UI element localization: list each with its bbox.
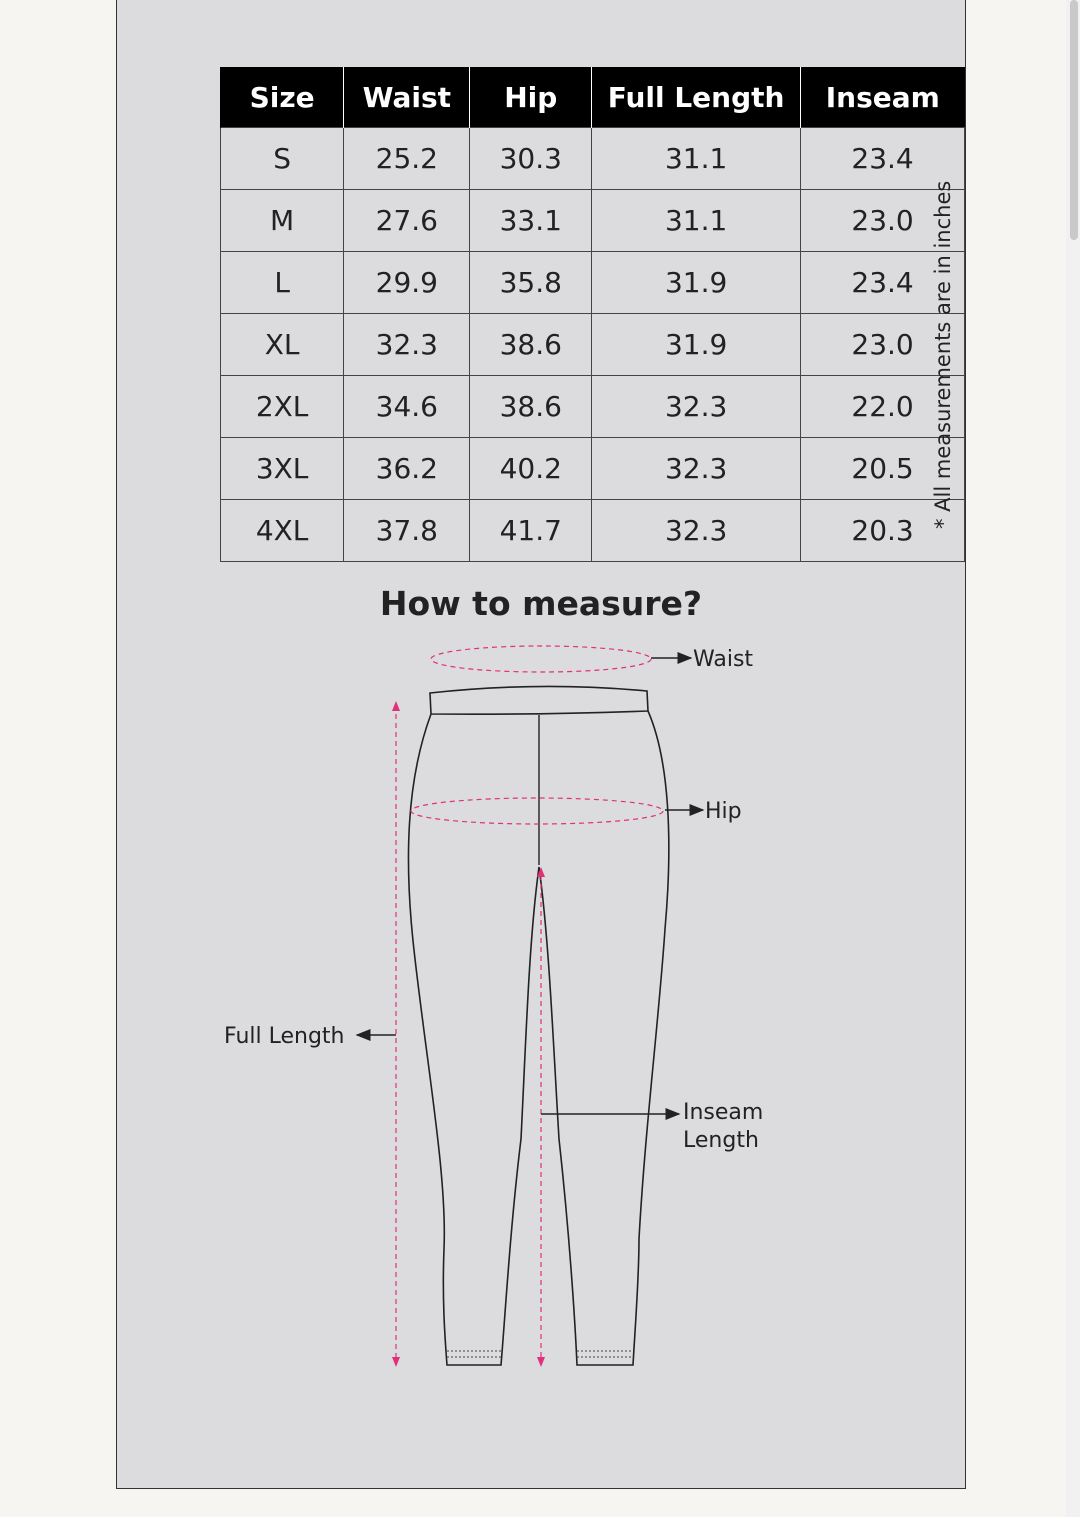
full-length-top-arrowhead [392, 701, 400, 711]
hip-measure-ring [411, 798, 663, 824]
units-note-text: * All measurements are in inches [931, 180, 955, 529]
cell-inseam: 23.4 [801, 128, 965, 190]
full-length-bottom-arrowhead [392, 1357, 400, 1367]
size-chart-card [116, 0, 966, 1489]
cell-waist: 27.6 [344, 190, 470, 252]
full-length-label: Full Length [224, 1024, 345, 1049]
cell-waist: 32.3 [344, 314, 470, 376]
cell-full-length: 32.3 [592, 376, 801, 438]
cell-full-length: 32.3 [592, 438, 801, 500]
inseam-bottom-arrowhead [537, 1357, 545, 1367]
waist-measure-ring [431, 646, 651, 672]
cell-inseam: 20.5 [801, 438, 965, 500]
cell-full-length: 31.1 [592, 190, 801, 252]
cell-size: 2XL [221, 376, 344, 438]
inseam-label-line2: Length [683, 1128, 759, 1153]
cell-waist: 29.9 [344, 252, 470, 314]
cell-hip: 38.6 [470, 314, 592, 376]
leggings-diagram [117, 0, 965, 1488]
header-waist: Waist [344, 67, 470, 128]
cell-size: 4XL [221, 500, 344, 562]
cell-full-length: 31.9 [592, 252, 801, 314]
cell-hip: 40.2 [470, 438, 592, 500]
cell-hip: 41.7 [470, 500, 592, 562]
scrollbar-thumb[interactable] [1070, 0, 1078, 240]
header-full-length: Full Length [592, 67, 801, 128]
inseam-label-line1: Inseam [683, 1100, 764, 1125]
cell-waist: 36.2 [344, 438, 470, 500]
header-size: Size [221, 67, 344, 128]
how-to-measure-title: How to measure? [379, 584, 703, 623]
cell-inseam: 23.0 [801, 190, 965, 252]
cell-hip: 38.6 [470, 376, 592, 438]
leggings-waistband [430, 686, 648, 714]
waist-label: Waist [693, 647, 754, 672]
cell-inseam: 22.0 [801, 376, 965, 438]
cell-full-length: 32.3 [592, 500, 801, 562]
cell-inseam: 23.0 [801, 314, 965, 376]
cell-inseam: 20.3 [801, 500, 965, 562]
cell-waist: 34.6 [344, 376, 470, 438]
cell-hip: 30.3 [470, 128, 592, 190]
cell-size: XL [221, 314, 344, 376]
cell-hip: 35.8 [470, 252, 592, 314]
cell-waist: 25.2 [344, 128, 470, 190]
cell-full-length: 31.1 [592, 128, 801, 190]
cell-hip: 33.1 [470, 190, 592, 252]
header-hip: Hip [470, 67, 592, 128]
hip-label: Hip [705, 799, 742, 824]
cell-waist: 37.8 [344, 500, 470, 562]
cell-size: L [221, 252, 344, 314]
header-inseam: Inseam [801, 67, 965, 128]
cell-size: S [221, 128, 344, 190]
cell-full-length: 31.9 [592, 314, 801, 376]
cell-size: 3XL [221, 438, 344, 500]
cell-inseam: 23.4 [801, 252, 965, 314]
cell-size: M [221, 190, 344, 252]
